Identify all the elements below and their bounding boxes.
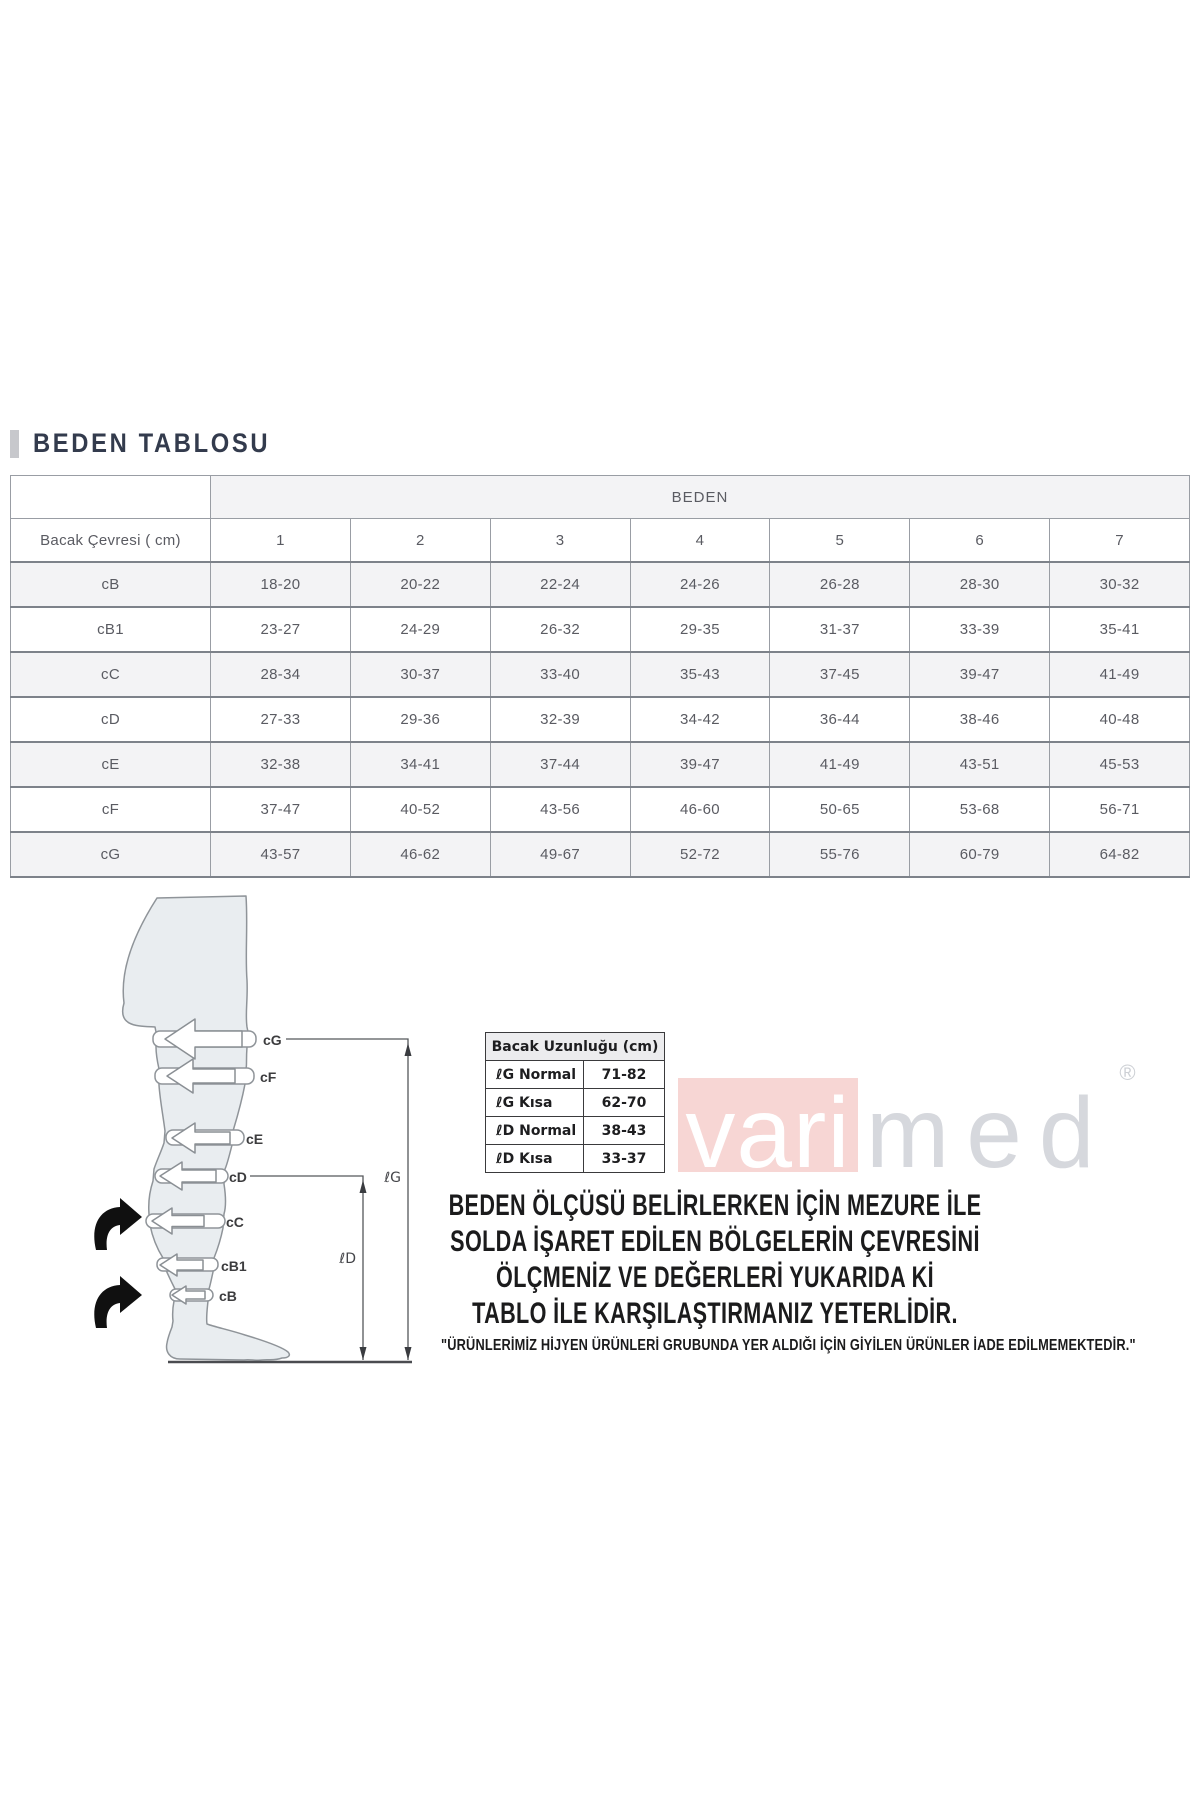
cell: 41-49	[1050, 652, 1190, 697]
cell: 60-79	[910, 832, 1050, 877]
row-label: cB1	[11, 607, 211, 652]
length-row-label: ℓG Kısa	[486, 1089, 584, 1117]
cell: 26-28	[770, 562, 910, 607]
cell: 18-20	[211, 562, 351, 607]
cell: 53-68	[910, 787, 1050, 832]
cell: 34-41	[350, 742, 490, 787]
cell: 32-39	[490, 697, 630, 742]
length-row-label: ℓD Kısa	[486, 1145, 584, 1173]
cell: 45-53	[1050, 742, 1190, 787]
length-table-header: Bacak Uzunluğu (cm)	[486, 1033, 665, 1061]
cell: 29-36	[350, 697, 490, 742]
registered-mark-icon: ®	[1119, 1060, 1136, 1085]
table-row	[11, 697, 1190, 742]
row-header: Bacak Çevresi ( cm)	[11, 519, 211, 563]
cell: 24-29	[350, 607, 490, 652]
cell: 22-24	[490, 562, 630, 607]
length-table-row	[486, 1089, 665, 1117]
cell: 43-56	[490, 787, 630, 832]
column-header: 6	[910, 519, 1050, 563]
measure-line-ld	[250, 1176, 363, 1360]
instruction-line: SOLDA İŞARET EDİLEN BÖLGELERİN ÇEVRESİNİ	[450, 1225, 980, 1258]
length-row-label: ℓG Normal	[486, 1061, 584, 1089]
row-label: cF	[11, 787, 211, 832]
curved-arrow-icon	[94, 1198, 142, 1250]
length-row-label: ℓD Normal	[486, 1117, 584, 1145]
cell: 20-22	[350, 562, 490, 607]
cell: 35-41	[1050, 607, 1190, 652]
band-label-cb1: cB1	[221, 1258, 247, 1274]
instruction-text	[449, 1188, 982, 1332]
instruction-line: BEDEN ÖLÇÜSÜ BELİRLERKEN İÇİN MEZURE İLE	[448, 1189, 982, 1222]
cell: 24-26	[630, 562, 770, 607]
length-row-value: 33-37	[584, 1145, 665, 1173]
cell: 26-32	[490, 607, 630, 652]
page-title-row	[10, 428, 303, 459]
table-row	[11, 832, 1190, 877]
watermark-med: med	[866, 1077, 1112, 1189]
cell: 49-67	[490, 832, 630, 877]
cell: 50-65	[770, 787, 910, 832]
cell: 39-47	[910, 652, 1050, 697]
table-row	[11, 562, 1190, 607]
curved-arrow-icon	[94, 1276, 142, 1328]
group-header: BEDEN	[211, 476, 1190, 519]
band-label-cb: cB	[219, 1288, 237, 1304]
cell: 46-62	[350, 832, 490, 877]
cell: 31-37	[770, 607, 910, 652]
length-table-row	[486, 1145, 665, 1173]
measure-line-lg	[286, 1039, 408, 1360]
cell: 40-48	[1050, 697, 1190, 742]
measure-arrowheads	[360, 1043, 412, 1360]
row-label: cC	[11, 652, 211, 697]
table-group-row	[11, 476, 1190, 519]
column-header: 4	[630, 519, 770, 563]
band-label-ce: cE	[246, 1131, 264, 1147]
leg-diagram	[60, 875, 480, 1375]
size-table	[10, 475, 1190, 878]
cell: 35-43	[630, 652, 770, 697]
cell: 40-52	[350, 787, 490, 832]
watermark-vari: vari	[678, 1078, 858, 1172]
table-row	[11, 742, 1190, 787]
length-row-value: 62-70	[584, 1089, 665, 1117]
band-label-cf: cF	[260, 1069, 277, 1085]
pointer-arrows	[94, 1198, 142, 1328]
column-header: 2	[350, 519, 490, 563]
band-label-cc: cC	[226, 1214, 244, 1230]
page-title: BEDEN TABLOSU	[33, 428, 271, 458]
row-label: cB	[11, 562, 211, 607]
cell: 39-47	[630, 742, 770, 787]
length-label-lg: ℓG	[384, 1170, 401, 1186]
length-row-value: 71-82	[584, 1061, 665, 1089]
column-header: 1	[211, 519, 351, 563]
table-row	[11, 652, 1190, 697]
cell: 30-37	[350, 652, 490, 697]
length-table-row	[486, 1061, 665, 1089]
cell: 32-38	[211, 742, 351, 787]
cell: 30-32	[1050, 562, 1190, 607]
length-table	[485, 1032, 665, 1173]
band-label-cd: cD	[229, 1169, 247, 1185]
cell: 37-44	[490, 742, 630, 787]
cell: 36-44	[770, 697, 910, 742]
cell: 33-39	[910, 607, 1050, 652]
cell: 38-46	[910, 697, 1050, 742]
table-row	[11, 607, 1190, 652]
cell: 28-30	[910, 562, 1050, 607]
measure-lines	[250, 1039, 408, 1360]
row-label: cD	[11, 697, 211, 742]
instruction-line: ÖLÇMENİZ VE DEĞERLERİ YUKARIDA Kİ	[496, 1261, 934, 1294]
cell: 52-72	[630, 832, 770, 877]
return-policy-note: "ÜRÜNLERİMİZ HİJYEN ÜRÜNLERİ GRUBUNDA YER ALDIĞI İÇİN GİYİLEN ÜRÜNLER İADE EDİLMEMEKTEDİR."	[441, 1337, 1136, 1354]
length-label-ld: ℓD	[339, 1251, 356, 1267]
row-label: cG	[11, 832, 211, 877]
length-table-header-row	[486, 1033, 665, 1061]
cell: 46-60	[630, 787, 770, 832]
table-row	[11, 787, 1190, 832]
column-header: 3	[490, 519, 630, 563]
cell: 55-76	[770, 832, 910, 877]
cell: 37-45	[770, 652, 910, 697]
cell: 43-57	[211, 832, 351, 877]
instruction-line: TABLO İLE KARŞILAŞTIRMANIZ YETERLİDİR.	[472, 1297, 958, 1330]
brand-watermark	[678, 1060, 1136, 1189]
cell: 41-49	[770, 742, 910, 787]
length-row-value: 38-43	[584, 1117, 665, 1145]
cell: 28-34	[211, 652, 351, 697]
cell: 34-42	[630, 697, 770, 742]
row-label: cE	[11, 742, 211, 787]
cell: 33-40	[490, 652, 630, 697]
table-columns-row	[11, 519, 1190, 563]
cell: 43-51	[910, 742, 1050, 787]
cell: 56-71	[1050, 787, 1190, 832]
cell: 23-27	[211, 607, 351, 652]
column-header: 5	[770, 519, 910, 563]
cell: 37-47	[211, 787, 351, 832]
cell: 27-33	[211, 697, 351, 742]
column-header: 7	[1050, 519, 1190, 563]
length-table-row	[486, 1117, 665, 1145]
title-accent-bar	[10, 430, 19, 458]
corner-cell	[11, 476, 211, 519]
cell: 64-82	[1050, 832, 1190, 877]
cell: 29-35	[630, 607, 770, 652]
band-label-cg: cG	[263, 1032, 282, 1048]
